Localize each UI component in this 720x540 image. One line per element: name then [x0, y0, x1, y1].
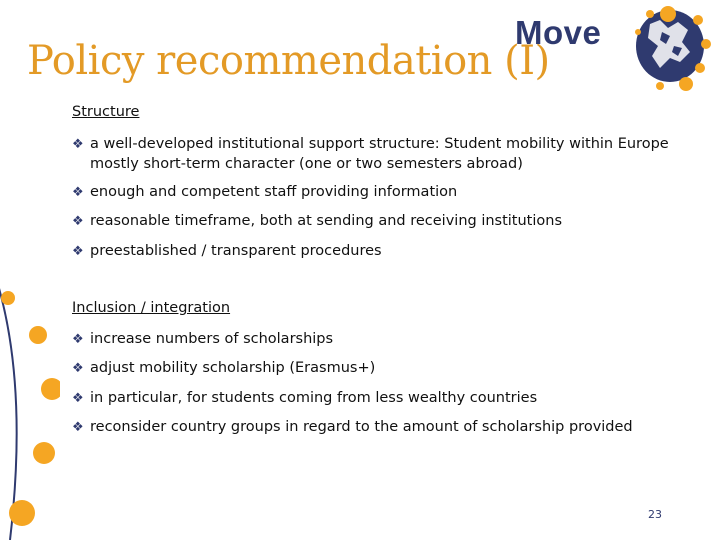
- list-item: ❖ in particular, for students coming from less wealthy countries: [72, 389, 687, 409]
- list-item: ❖ increase numbers of scholarships: [72, 330, 687, 350]
- diamond-bullet-icon: ❖: [72, 361, 84, 376]
- diamond-bullet-icon: ❖: [72, 391, 84, 406]
- list-item: ❖ enough and competent staff providing information: [72, 183, 687, 203]
- diamond-bullet-icon: ❖: [72, 214, 84, 229]
- slide-title: Policy recommendation (I): [27, 38, 550, 84]
- deco-circle: [9, 500, 35, 526]
- diamond-bullet-icon: ❖: [72, 332, 84, 347]
- list-item: ❖ preestablished / transparent procedures: [72, 242, 687, 262]
- section-heading-structure: Structure: [72, 104, 140, 120]
- logo-wordmark: Move: [515, 14, 602, 51]
- list-item: ❖ a well-developed institutional support structure: Student mobility within Europe mostly short-term character (one or two semesters abroad): [72, 136, 669, 172]
- globe-icon: [510, 2, 715, 94]
- section-heading-inclusion: Inclusion / integration: [72, 300, 231, 316]
- diamond-bullet-icon: ❖: [72, 185, 84, 200]
- list-item: ❖ reconsider country groups in regard to the amount of scholarship provided: [72, 418, 687, 438]
- diamond-bullet-icon: ❖: [72, 420, 84, 435]
- deco-circle: [41, 378, 60, 400]
- move-logo: [510, 2, 715, 94]
- list-item: ❖ reasonable timeframe, both at sending and receiving institutions: [72, 212, 687, 232]
- deco-circle: [29, 326, 47, 344]
- list-item: ❖ adjust mobility scholarship (Erasmus+): [72, 359, 687, 379]
- diamond-bullet-icon: ❖: [72, 244, 84, 259]
- deco-circle: [33, 442, 55, 464]
- diamond-bullet-icon: ❖: [72, 137, 84, 152]
- decorative-circles: [0, 240, 60, 540]
- page-number: 23: [648, 508, 662, 521]
- deco-circle: [1, 291, 15, 305]
